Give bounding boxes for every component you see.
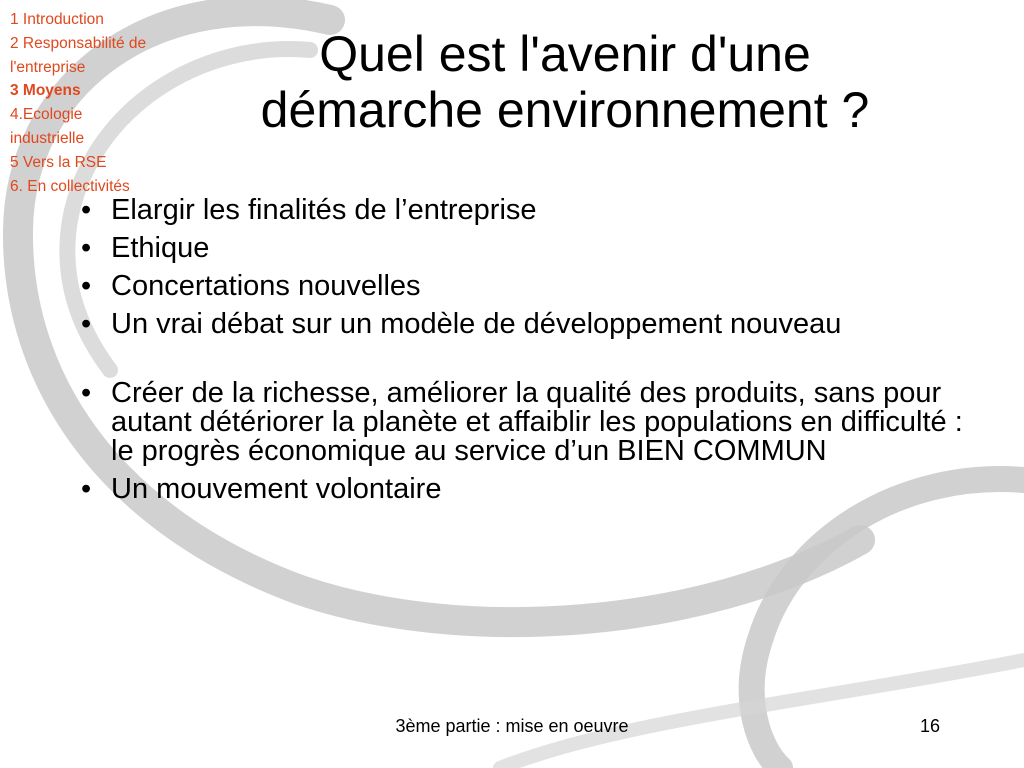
bullet-text: Ethique [111, 232, 210, 264]
nav-item-ecologie-cont[interactable]: industrielle [10, 129, 85, 147]
nav-item-collectivites[interactable]: 6. En collectivités [10, 177, 130, 195]
bullet-marker: • [81, 377, 92, 409]
bullet-list [78, 196, 978, 513]
nav-item-responsabilite-cont[interactable]: l'entreprise [10, 58, 86, 76]
bullet-item [78, 475, 978, 504]
nav-item-ecologie[interactable]: 4.Ecologie [10, 106, 83, 124]
page-number: 16 [919, 716, 940, 736]
bullet-marker: • [81, 308, 92, 340]
nav-item-introduction[interactable]: 1 Introduction [10, 11, 104, 28]
bullet-text: Elargir les finalités de l’entreprise [111, 194, 537, 226]
bullet-item [78, 310, 978, 339]
bullet-text: Créer de la richesse, améliorer la qualité des produits, sans pour autant détériorer la planète et affaiblir les populations en difficulté : le progrès économique au service d’un BIEN COMMUN [111, 377, 963, 467]
bullet-item [78, 379, 978, 466]
bullet-text: Un mouvement volontaire [111, 473, 442, 505]
slide-title [150, 26, 980, 138]
title-line-1: Quel est l'avenir d'une [319, 26, 811, 82]
bullet-item [78, 272, 978, 301]
swirl-arc-bottom [500, 660, 1024, 768]
bullet-marker: • [81, 473, 92, 505]
footer-section-title: 3ème partie : mise en oeuvre [395, 716, 629, 736]
bullet-marker: • [81, 232, 92, 264]
nav-item-responsabilite[interactable]: 2 Responsabilité de [10, 34, 147, 52]
bullet-text: Concertations nouvelles [111, 270, 421, 302]
nav-item-rse[interactable]: 5 Vers la RSE [10, 153, 107, 171]
title-line-2: démarche environnement ? [260, 82, 870, 138]
bullet-marker: • [81, 270, 92, 302]
bullet-item [78, 234, 978, 263]
bullet-text: Un vrai débat sur un modèle de développement nouveau [111, 308, 842, 340]
bullet-marker: • [81, 194, 92, 226]
bullet-item [78, 196, 978, 225]
nav-item-moyens[interactable]: 3 Moyens [10, 82, 81, 100]
